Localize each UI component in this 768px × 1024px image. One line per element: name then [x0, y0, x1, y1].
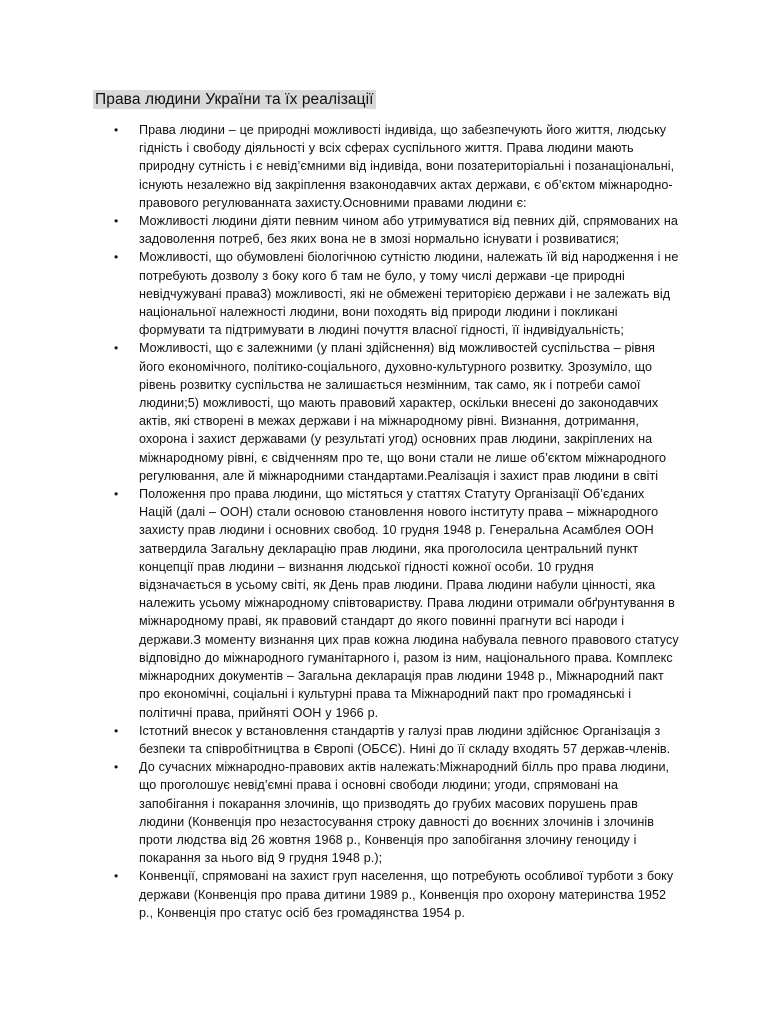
bullet-icon: •: [114, 869, 119, 884]
bullet-list: [114, 121, 679, 922]
list-item: [114, 867, 679, 922]
list-item: [114, 722, 679, 758]
list-item-text: Можливості, що є залежними (у плані здійснення) від можливостей суспільства – рівня його економічного, політико-соціального, духовно-культурного розвитку. Зрозуміло, що рівень розвитку суспільства не залишається незмінним, так само, як і потреби самої людини;5) можливості, що мають правовий характер, оскільки внесені до законодавчих актів, які створені в межах держави і на міжнародному рівні. Визнання, дотримання, охорона і захист державами (у результаті угод) основних прав людини, закріплених на міжнародному рівні, є свідченням про те, що вони стали не лише об’єктом міжнародного регулювання, але й міжнародними стандартами.Реалізація і захист прав людини в світі: [139, 341, 667, 483]
bullet-icon: •: [114, 760, 119, 775]
bullet-icon: •: [114, 723, 119, 738]
bullet-icon: •: [114, 341, 119, 356]
list-item: [114, 212, 679, 248]
list-item-text: Істотний внесок у встановлення стандартів у галузі прав людини здійснює Організація з безпеки та співробітництва в Європі (ОБСЄ). Нині до її складу входять 57 держав-членів.: [139, 723, 671, 756]
list-item: [114, 248, 679, 339]
bullet-icon: •: [114, 123, 119, 137]
list-item: [114, 121, 679, 212]
list-item-text: Конвенції, спрямовані на захист груп населення, що потребують особливої турботи з боку держави (Конвенція про права дитини 1989 р., Конвенція про охорону материнства 1952 р., Конвенція про статус осіб без громадянства 1954 р.: [139, 869, 674, 920]
list-item: [114, 485, 679, 722]
page-title: Права людини України та їх реалізації: [95, 91, 374, 108]
list-item: [114, 339, 679, 485]
list-item-text: До сучасних міжнародно-правових актів належать:Міжнародний білль про права людини, що проголошує невід’ємні права і основні свободи людини; угоди, спрямовані на запобігання і покарання злочинів, що призводять до грубих масових порушень прав людини (Конвенція про незастосування строку давності до воєнних злочинів і злочинів проти людства від 26 жовтня 1968 р., Конвенція про запобігання злочину геноциду і покарання за нього від 9 грудня 1948 р.);: [139, 760, 670, 866]
list-item-text: Можливості людини діяти певним чином або утримуватися від певних дій, спрямованих на задоволення потреб, без яких вона не в змозі нормально існувати і розвиватися;: [139, 214, 678, 247]
bullet-icon: •: [114, 214, 119, 229]
list-item-text: Положення про права людини, що містяться у статтях Статуту Організації Об’єданих Націй (далі – ООН) стали основою становлення нового інституту права – міжнародного захисту прав людини і основних свобод. 10 грудня 1948 р. Генеральна Асамблея ООН затвердила Загальну декларацію прав людини, яка проголосила центральний пункт концепції прав людини – визнання людської гідності кожної особи. 10 грудня відзначається в усьому світі, як День прав людини. Права людини набули цінності, яка належить усьому міжнародному співтовариству. Права людини отримали обґрунтування в міжнародному праві, як правовий стандарт до якого повинні прагнути всі народи і держави.З моменту визнання цих прав кожна людина набувала певного правового статусу відповідно до міжнародного гуманітарного і, разом із ним, національного права. Комплекс міжнародних документів – Загальна декларація прав людини 1948 р., Міжнародний пакт про економічні, соціальні і культурні права та Міжнародний пакт про громадянські і політичні права, прийняті ООН у 1966 р.: [139, 487, 679, 720]
list-item-text: Права людини – це природні можливості індивіда, що забезпечують його життя, людську гідність і свободу діяльності у всіх сферах суспільного життя. Права людини мають природну сутність і є невід’ємними від індивіда, вони позатериторіальні і позанаціональні, існують незалежно від закріплення взаконодавчих актах держави, є об’єктом міжнародно-правового регулюванната захисту.Основними правами людини є:: [139, 123, 675, 210]
list-item: [114, 758, 679, 867]
list-item-text: Можливості, що обумовлені біологічною сутністю людини, належать їй від народження і не потребують дозволу з боку кого б там не було, у тому числі держави -це природні невідчужувані права3) можливості, які не обмежені територією держави і не залежать від національної належності людини, вони походять від природи людини і покликані формувати та підтримувати в людині почуття власної гідності, її індивідуальність;: [139, 250, 679, 338]
bullet-icon: •: [114, 250, 119, 265]
bullet-icon: •: [114, 487, 119, 502]
